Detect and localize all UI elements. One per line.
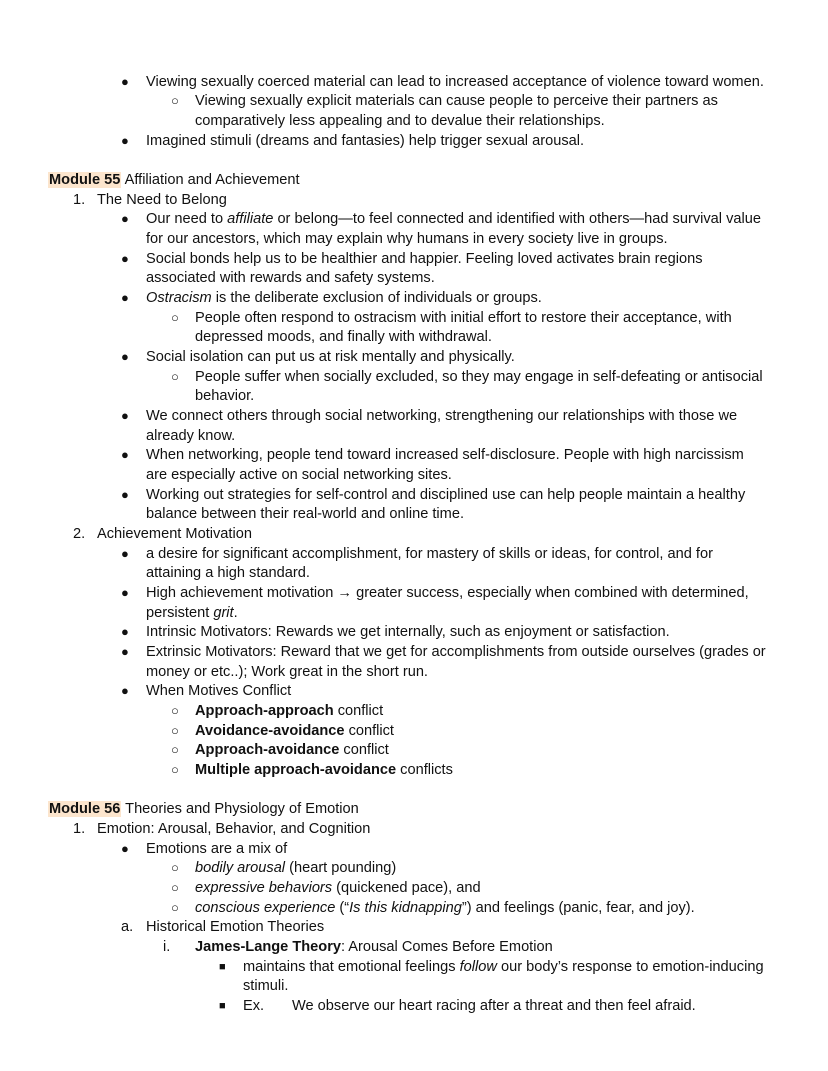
bullet-text: Emotions are a mix of	[146, 841, 288, 857]
bullet-text: Social isolation can put us at risk mentally and physically.	[146, 349, 515, 365]
bullet-text: Ostracism is the deliberate exclusion of individuals or groups.	[146, 290, 542, 306]
bullet-text: Extrinsic Motivators: Reward that we get for accomplishments from outside ourselves (grades or	[146, 644, 766, 660]
hollow-bullet-icon: ○	[171, 762, 179, 777]
bullet-text: Imagined stimuli (dreams and fantasies) help trigger sexual arousal.	[146, 133, 585, 149]
sub-bullet-text: Viewing sexually explicit materials can cause people to perceive their partners as	[195, 93, 718, 109]
bullet-icon: ●	[121, 133, 129, 148]
module-label: Module 55	[49, 172, 121, 188]
bullet-icon: ●	[121, 624, 129, 639]
bullet-icon: ●	[121, 487, 129, 502]
section-heading: The Need to Belong	[97, 192, 227, 208]
bullet-text: balance between their real-world and online time.	[146, 506, 465, 522]
bullet-text: already know.	[146, 428, 236, 444]
sub-bullet-text: People often respond to ostracism with initial effort to restore their acceptance, with	[195, 310, 732, 326]
bullet-icon: ●	[121, 290, 129, 305]
section-heading: Achievement Motivation	[97, 526, 252, 542]
hollow-bullet-icon: ○	[171, 900, 179, 915]
list-roman: i.	[163, 939, 171, 955]
hollow-bullet-icon: ○	[171, 880, 179, 895]
example-label: Ex.	[243, 998, 265, 1014]
bullet-text: Our need to affiliate or belong—to feel connected and identified with others—had survival value	[146, 211, 761, 227]
bullet-icon: ●	[121, 447, 129, 462]
hollow-bullet-icon: ○	[171, 742, 179, 757]
hollow-bullet-icon: ○	[171, 703, 179, 718]
bullet-text: persistent grit.	[146, 605, 238, 621]
module-label: Module 56	[49, 801, 121, 817]
bullet-text: Working out strategies for self-control and disciplined use can help people maintain a healthy	[146, 487, 746, 503]
bullet-icon: ●	[121, 211, 129, 226]
square-bullet-text: We observe our heart racing after a threat and then feel afraid.	[292, 998, 696, 1014]
section-heading: Emotion: Arousal, Behavior, and Cognition	[97, 821, 371, 837]
list-number: 1.	[73, 192, 86, 208]
bullet-icon: ●	[121, 841, 129, 856]
bullet-text: Intrinsic Motivators: Rewards we get internally, such as enjoyment or satisfaction.	[146, 624, 670, 640]
sub-bullet-text: expressive behaviors (quickened pace), and	[195, 880, 481, 896]
sub-bullet-text: depressed moods, and finally with withdrawal.	[195, 329, 492, 345]
bullet-text: When Motives Conflict	[146, 683, 292, 699]
bullet-icon: ●	[121, 683, 129, 698]
bullet-text: We connect others through social networking, strengthening our relationships with those we	[146, 408, 738, 424]
bullet-text: When networking, people tend toward increased self-disclosure. People with high narcissism	[146, 447, 744, 463]
bullet-icon: ●	[121, 349, 129, 364]
sub-bullet-text: Approach-approach conflict	[195, 703, 384, 719]
bullet-icon: ●	[121, 644, 129, 659]
bullet-text: a desire for significant accomplishment, for mastery of skills or ideas, for control, and for	[146, 546, 713, 562]
sub-bullet-text: behavior.	[195, 388, 255, 404]
module-heading: Module 55 Affiliation and Achievement	[49, 172, 300, 188]
bullet-text: money or etc..); Work great in the short run.	[146, 664, 428, 680]
hollow-bullet-icon: ○	[171, 723, 179, 738]
sub-bullet-text: Multiple approach-avoidance conflicts	[195, 762, 453, 778]
bullet-text: attaining a high standard.	[146, 565, 310, 581]
sub-bullet-text: conscious experience (“Is this kidnapping”) and feelings (panic, fear, and joy).	[195, 900, 695, 916]
sub-bullet-text: comparatively less appealing and to devalue their relationships.	[195, 113, 605, 129]
bullet-text: are especially active on social networking sites.	[146, 467, 452, 483]
square-bullet-text: stimuli.	[243, 978, 289, 994]
sub-bullet-text: Approach-avoidance conflict	[195, 742, 389, 758]
square-bullet-text: maintains that emotional feelings follow our body’s response to emotion-inducing	[243, 959, 764, 975]
bullet-icon: ●	[121, 585, 129, 600]
hollow-bullet-icon: ○	[171, 860, 179, 875]
sub-bullet-text: People suffer when socially excluded, so they may engage in self-defeating or antisocial	[195, 369, 763, 385]
bullet-text: Viewing sexually coerced material can lead to increased acceptance of violence toward women.	[146, 74, 764, 90]
hollow-bullet-icon: ○	[171, 369, 179, 384]
list-number: 2.	[73, 526, 86, 542]
bullet-text: High achievement motivation → greater success, especially when combined with determined,	[146, 585, 749, 601]
list-number: 1.	[73, 821, 86, 837]
bullet-text: for our ancestors, which may explain why humans in every society live in groups.	[146, 231, 668, 247]
sub-bullet-text: bodily arousal (heart pounding)	[195, 860, 397, 876]
bullet-icon: ●	[121, 546, 129, 561]
bullet-text: Social bonds help us to be healthier and happier. Feeling loved activates brain regions	[146, 251, 703, 267]
hollow-bullet-icon: ○	[171, 310, 179, 325]
bullet-icon: ●	[121, 74, 129, 89]
sub-bullet-text: Avoidance-avoidance conflict	[195, 723, 394, 739]
bullet-icon: ●	[121, 251, 129, 266]
square-bullet-icon: ■	[219, 1000, 226, 1012]
theory-heading: James-Lange Theory: Arousal Comes Before Emotion	[195, 939, 553, 955]
hollow-bullet-icon: ○	[171, 93, 179, 108]
square-bullet-icon: ■	[219, 961, 226, 973]
list-letter: a.	[121, 919, 134, 935]
subsection-heading: Historical Emotion Theories	[146, 919, 325, 935]
bullet-text: associated with rewards and safety systems.	[146, 270, 435, 286]
bullet-icon: ●	[121, 408, 129, 423]
module-heading: Module 56 Theories and Physiology of Emotion	[49, 801, 359, 817]
